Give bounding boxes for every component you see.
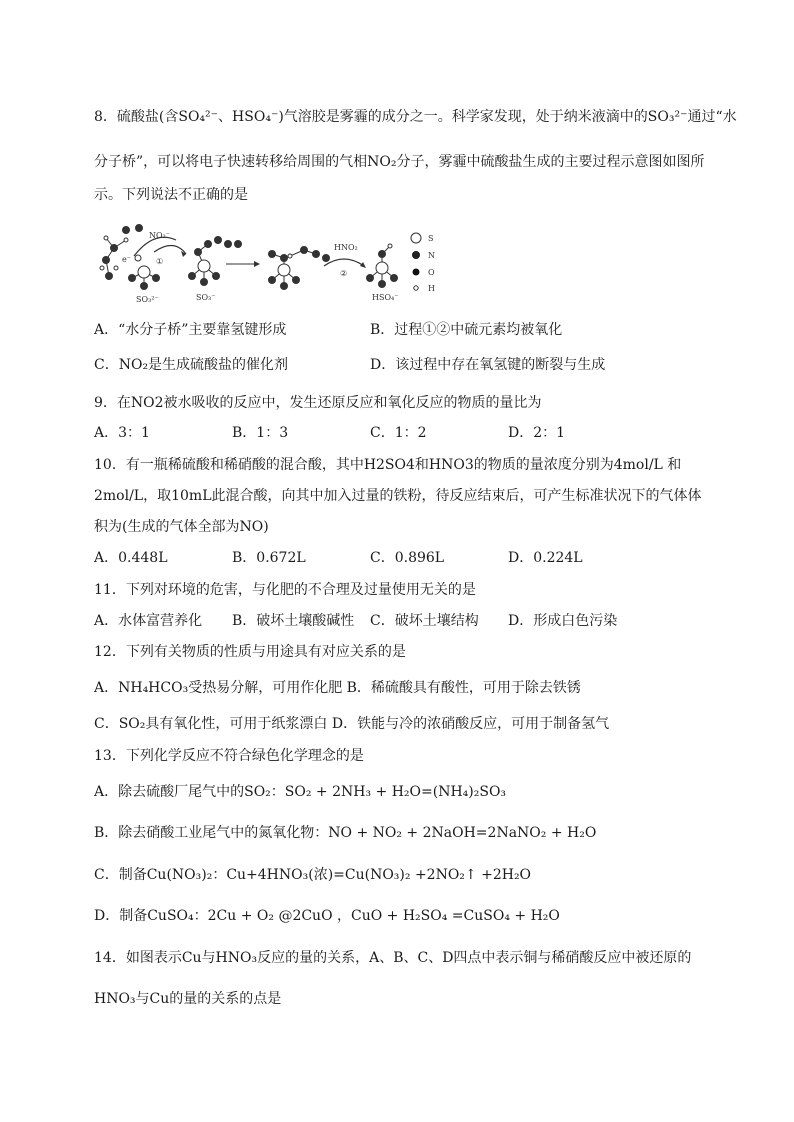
q9-option-b: B．1：3 — [232, 425, 289, 441]
q13-option-c: C．制备Cu(NO₃)₂：Cu+4HNO₃(浓)=Cu(NO₃)₂ +2NO₂↑ +2H₂O — [94, 867, 532, 883]
q9-option-c: C．1：2 — [370, 425, 427, 441]
q12-options-ab: A．NH₄HCO₃受热易分解，可用作化肥 B．稀硫酸具有酸性，可用于除去铁锈 — [94, 680, 581, 696]
q14-stem-line2: HNO₃与Cu的量的关系的点是 — [94, 991, 282, 1007]
q8-stem-line2: 分子桥”，可以将电子快速转移给周围的气相NO₂分子，雾霾中硫酸盐生成的主要过程示意图如图所 — [94, 154, 705, 170]
legend-o: O — [428, 268, 435, 277]
legend-n: N — [428, 251, 435, 260]
q9-option-d: D．2：1 — [508, 425, 566, 441]
label-no2-minus: NO₂⁻ — [149, 231, 170, 240]
q11-option-d: D．形成白色污染 — [508, 613, 618, 629]
q11-option-b: B．破坏土壤酸碱性 — [232, 613, 355, 629]
q11-option-c: C．破坏土壤结构 — [370, 613, 479, 629]
q8-option-c: C．NO₂是生成硫酸盐的催化剂 — [94, 357, 289, 373]
q8-option-b: B．过程①②中硫元素均被氧化 — [370, 322, 563, 338]
q10-stem-line2: 2mol/L，取10mL此混合酸，向其中加入过量的铁粉，待反应结束后，可产生标准状况下的气体体 — [94, 488, 702, 504]
sulfate-formation-diagram — [94, 218, 454, 308]
q8-stem-line3: 示。下列说法不正确的是 — [94, 187, 248, 203]
q9-option-a: A．3：1 — [94, 425, 150, 441]
label-electron: e⁻ — [122, 255, 131, 264]
q13-option-b: B．除去硝酸工业尾气中的氮氧化物：NO + NO₂ + 2NaOH=2NaNO₂ + H₂O — [94, 825, 597, 841]
label-hno2: HNO₂ — [334, 243, 358, 252]
atom-legend — [411, 233, 435, 293]
label-step-1: ① — [156, 257, 164, 266]
label-so3-2minus: SO₃²⁻ — [136, 295, 159, 304]
q12-options-cd: C．SO₂具有氧化性，可用于纸浆漂白 D．铁能与冷的浓硝酸反应，可用于制备氢气 — [94, 716, 610, 732]
q10-stem-line1: 10．有一瓶稀硫酸和稀硝酸的混合酸，其中H2SO4和HNO3的物质的量浓度分别为4mol/L 和 — [94, 457, 682, 473]
q13-stem: 13．下列化学反应不符合绿色化学理念的是 — [94, 748, 364, 764]
label-hso4: HSO₄⁻ — [372, 293, 399, 302]
electron-arrow — [134, 237, 176, 256]
q10-option-d: D．0.224L — [508, 550, 583, 566]
legend-h: H — [428, 284, 435, 293]
label-so3-minus: SO₃⁻ — [196, 293, 216, 302]
q8-option-d: D．该过程中存在氧氢键的断裂与生成 — [370, 357, 606, 373]
q13-option-a: A．除去硫酸厂尾气中的SO₂：SO₂ + 2NH₃ + H₂O=(NH₄)₂SO₃ — [94, 784, 507, 800]
q10-option-b: B．0.672L — [232, 550, 306, 566]
q12-stem: 12．下列有关物质的性质与用途具有对应关系的是 — [94, 644, 406, 660]
q13-option-d: D．制备CuSO₄：2Cu + O₂ @2CuO ，CuO + H₂SO₄ =CuSO₄ + H₂O — [94, 908, 560, 924]
q11-stem: 11．下列对环境的危害，与化肥的不合理及过量使用无关的是 — [94, 582, 476, 598]
label-step-2: ② — [340, 269, 348, 278]
legend-s: S — [428, 234, 434, 243]
q10-option-c: C．0.896L — [370, 550, 445, 566]
q10-stem-line3: 积为(生成的气体全部为NO) — [94, 519, 269, 535]
q8-option-a: A．“水分子桥”主要靠氢键形成 — [94, 322, 287, 338]
q14-stem-line1: 14．如图表示Cu与HNO₃反应的量的关系，A、B、C、D四点中表示铜与稀硝酸反应中被还原的 — [94, 950, 692, 966]
q10-option-a: A．0.448L — [94, 550, 168, 566]
q8-stem-line1: 8．硫酸盐(含SO₄²⁻、HSO₄⁻)气溶胶是雾霾的成分之一。科学家发现，处于纳米液滴中的SO₃²⁻通过“水 — [94, 109, 737, 125]
q11-option-a: A．水体富营养化 — [94, 613, 203, 629]
q9-stem: 9．在NO2被水吸收的反应中，发生还原反应和氧化反应的物质的量比为 — [94, 395, 542, 411]
